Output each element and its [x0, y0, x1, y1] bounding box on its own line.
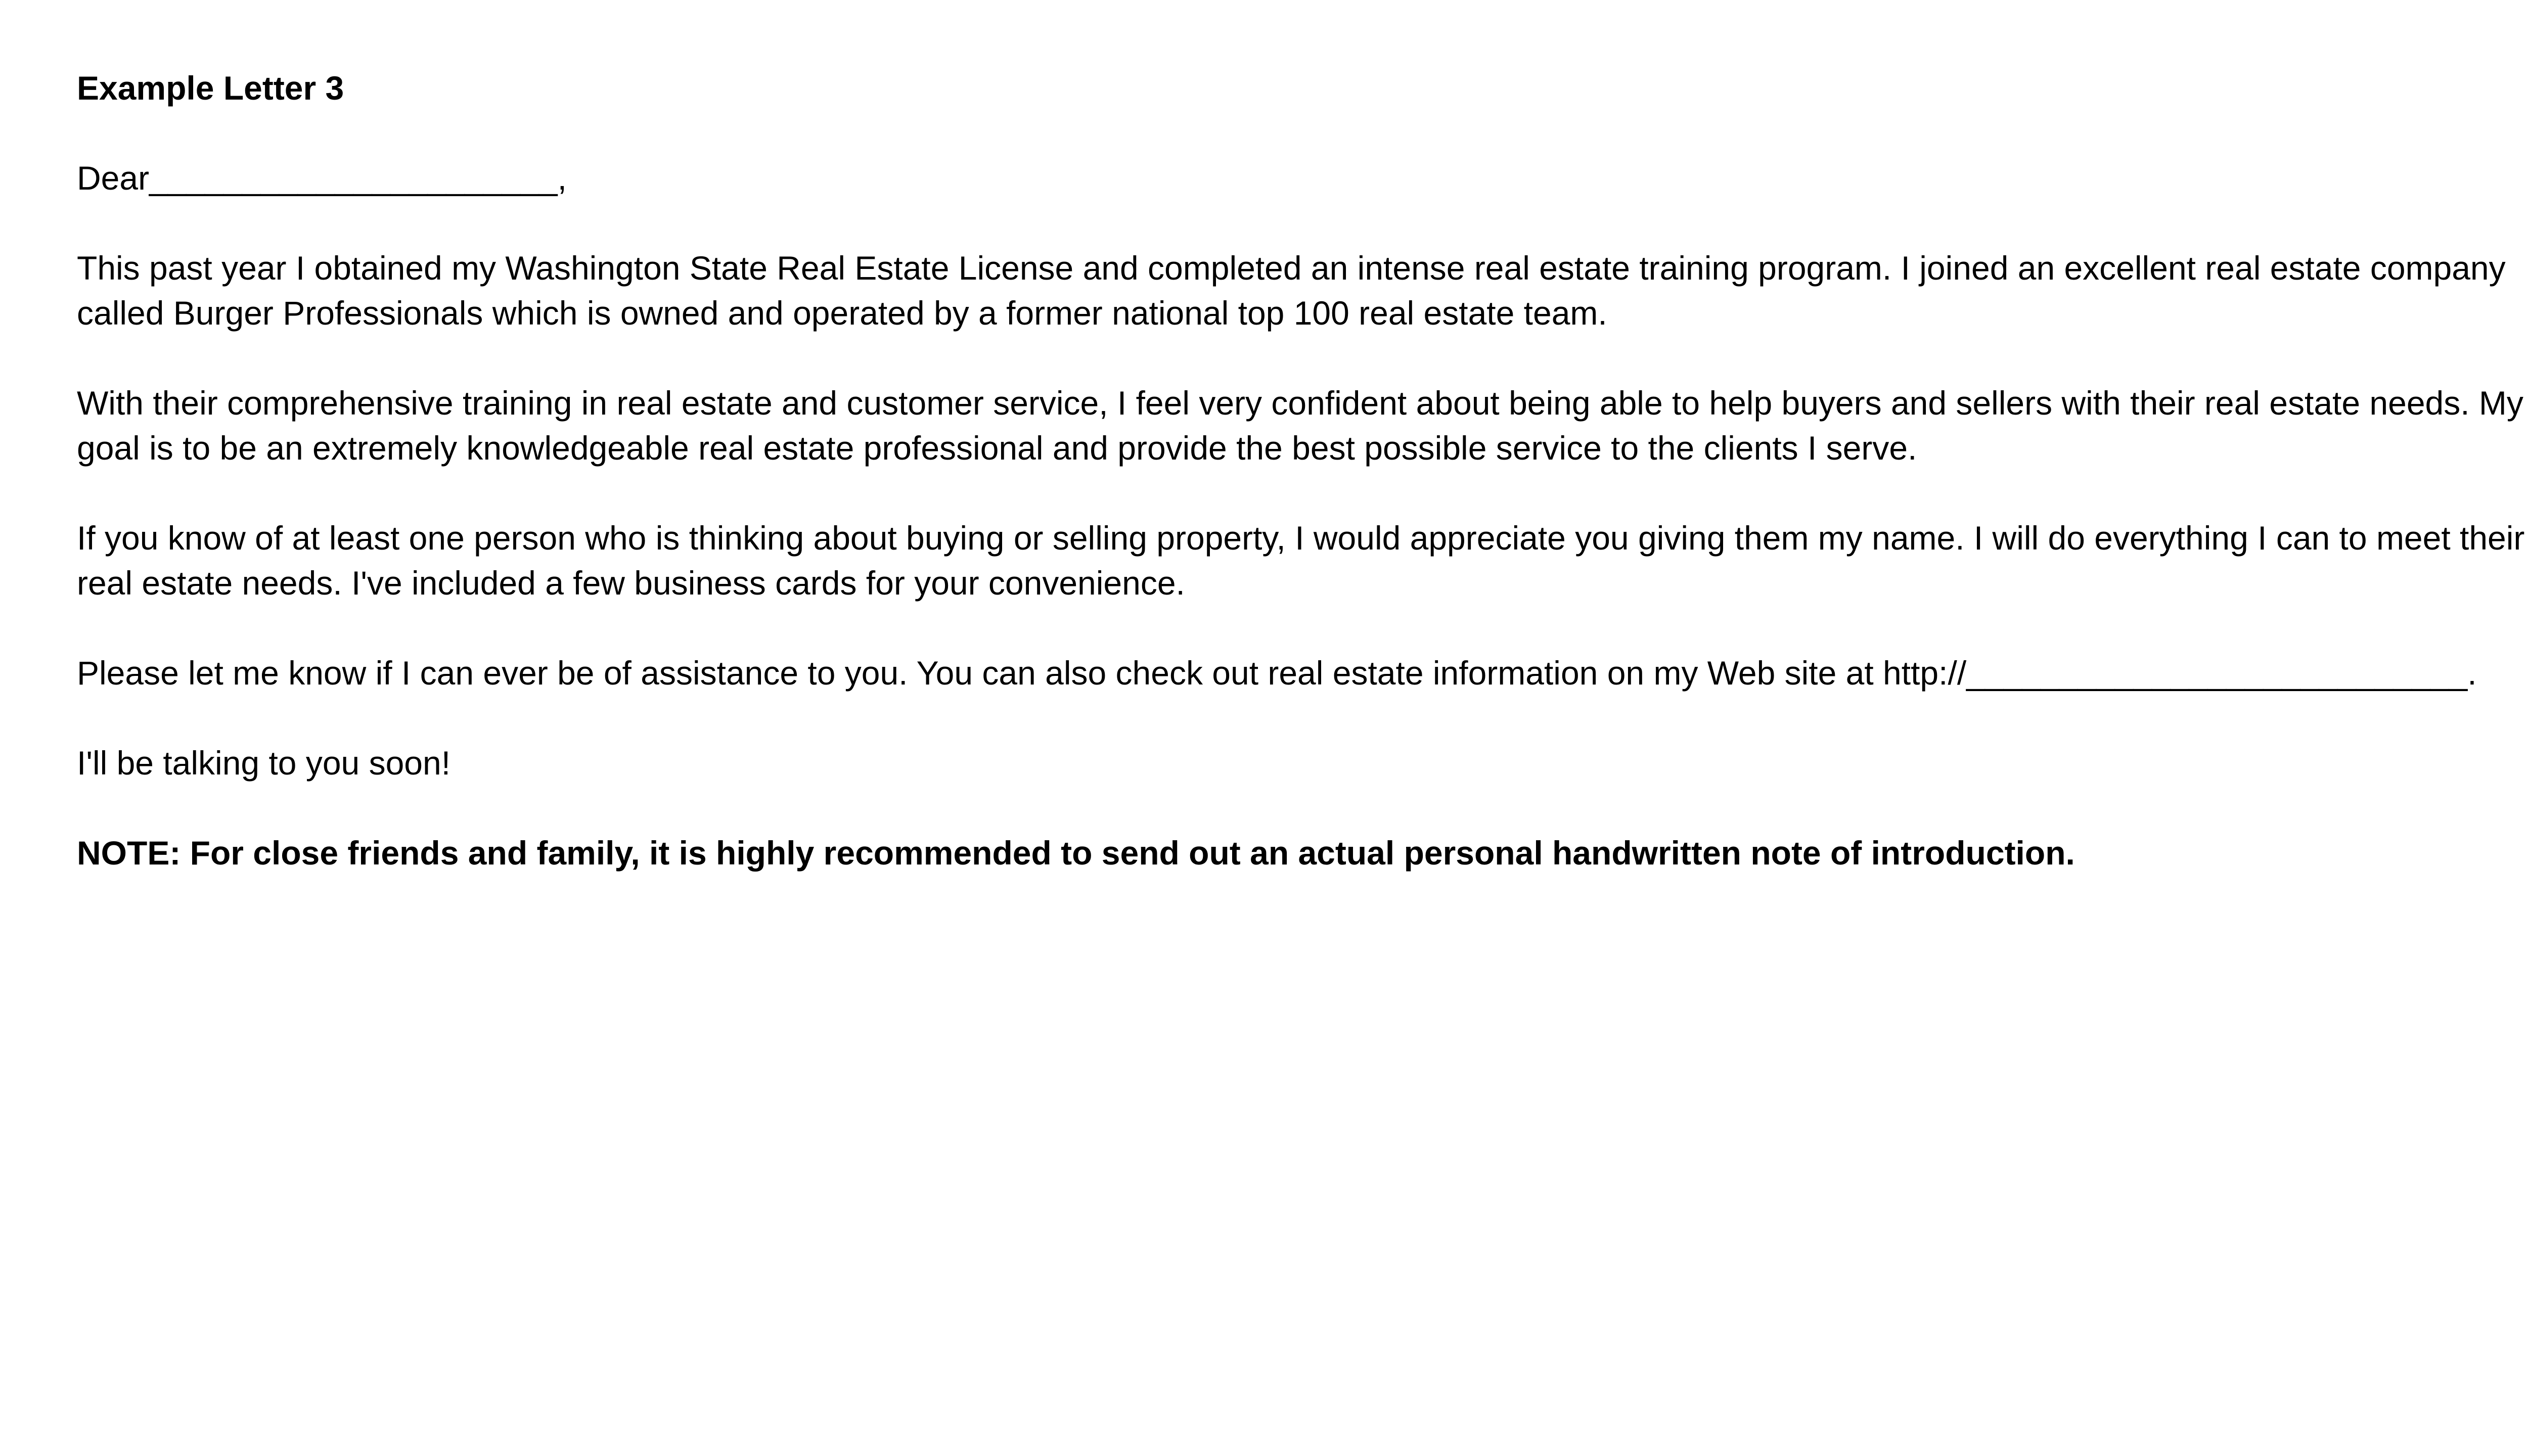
paragraph-training-goals: With their comprehensive training in real estate and customer service, I feel very confident about being able to help buyers and sellers with their real estate needs. My goal is to be an extremely knowledgeable real estate professional and provide the best possible service to the clients I serve. [77, 384, 2523, 467]
paragraph-referral-request: If you know of at least one person who is thinking about buying or selling property, I would appreciate you giving them my name. I will do everything I can to meet their real estate needs. I've included a few business cards for your convenience. [77, 519, 2525, 602]
letter-title: Example Letter 3 [77, 69, 344, 107]
letter-closing: I'll be talking to you soon! [77, 744, 451, 782]
paragraph-website: Please let me know if I can ever be of assistance to you. You can also check out real estate information on my Web site at http://___________________________. [77, 654, 2477, 692]
paragraph-license-training: This past year I obtained my Washington State Real Estate License and completed an intense real estate training program. I joined an excellent real estate company called Burger Professionals which is owned and operated by a former national top 100 real estate team. [77, 249, 2506, 332]
letter-salutation: Dear______________________, [77, 159, 567, 197]
letter-note: NOTE: For close friends and family, it is highly recommended to send out an actual personal handwritten note of introduction. [77, 834, 2075, 872]
